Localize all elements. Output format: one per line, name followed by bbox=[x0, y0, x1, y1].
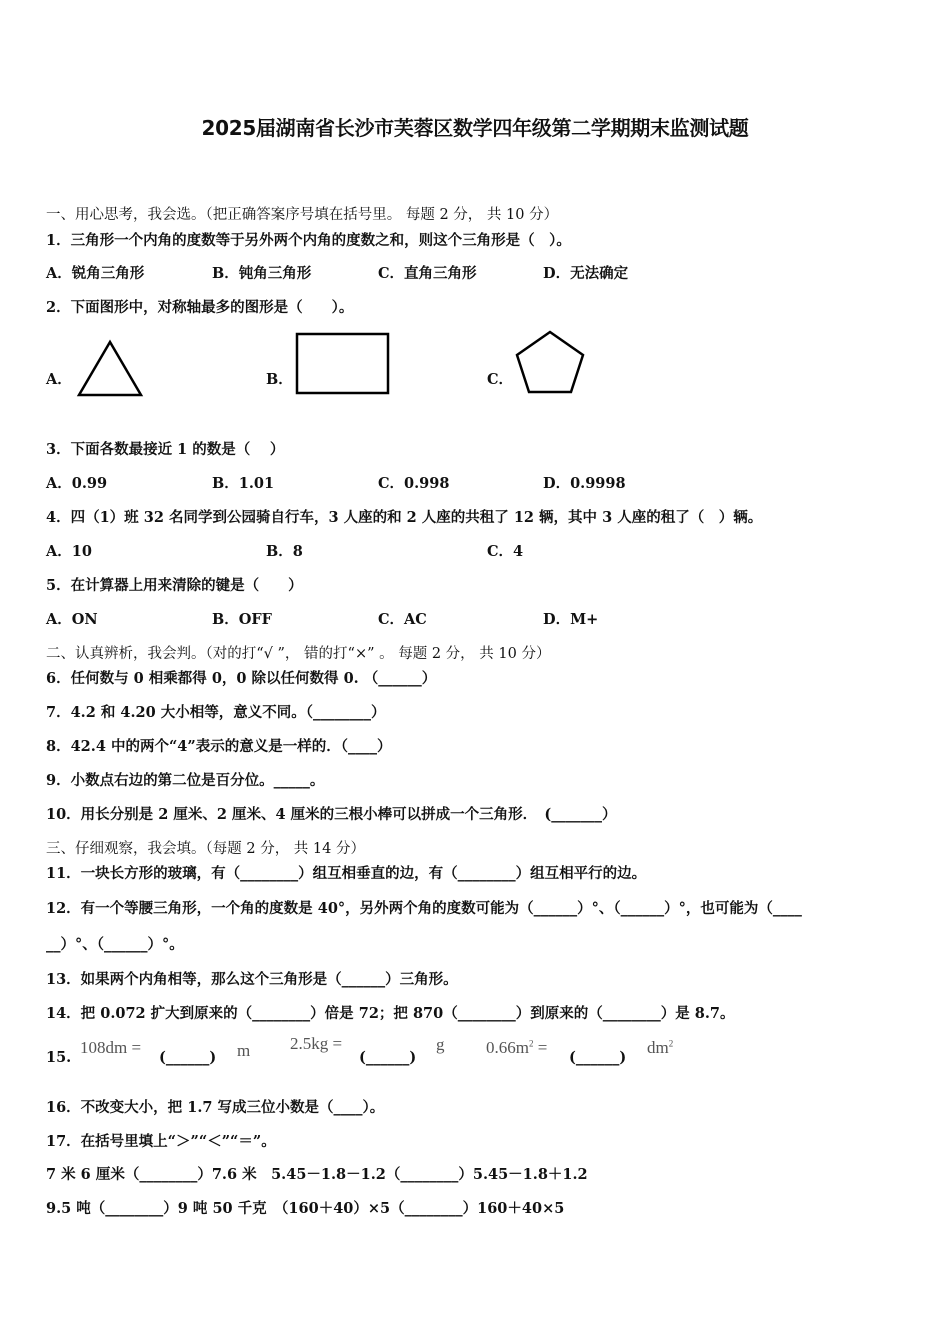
q3-option-a: A．0.99 bbox=[46, 475, 108, 492]
question-13: 13．如果两个内角相等，那么这个三角形是（______）三角形。 bbox=[46, 971, 458, 988]
q5-option-c: C．AC bbox=[378, 611, 427, 628]
q5-option-d: D．M+ bbox=[543, 611, 599, 628]
question-11: 11．一块长方形的玻璃，有（________）组互相垂直的边，有（________）组互相平行的边。 bbox=[46, 865, 647, 882]
question-4: 4．四（1）班 32 名同学到公园骑自行车，3 人座的和 2 人座的共租了 12 辆，其中 3 人座的租了（ ）辆。 bbox=[46, 509, 763, 526]
q2-label-b: B． bbox=[266, 371, 293, 388]
question-10: 10．用长分别是 2 厘米、2 厘米、4 厘米的三根小棒可以拼成一个三角形． (_______） bbox=[46, 806, 617, 823]
q1-option-c: C．直角三角形 bbox=[378, 265, 477, 282]
q15-item3-left bbox=[486, 1038, 547, 1058]
section-2-heading: 二、认真辨析，我会判。（对的打“√ ”， 错的打“×” 。 每题 2 分， 共 10 分） bbox=[46, 646, 551, 662]
q15-item3-blank: (______) bbox=[569, 1049, 627, 1066]
question-5: 5．在计算器上用来清除的键是（ ） bbox=[46, 577, 303, 594]
q15-item2-left: 2.5kg = bbox=[290, 1034, 343, 1053]
question-17-row-1: 7 米 6 厘米（________）7.6 米 5.45－1.8－1.2（________）5.45－1.8＋1.2 bbox=[46, 1166, 588, 1183]
question-2: 2．下面图形中，对称轴最多的图形是（ ）。 bbox=[46, 299, 354, 316]
q15-item3-value: 0.66m bbox=[486, 1038, 529, 1057]
question-7: 7．4.2 和 4.20 大小相等，意义不同。（________） bbox=[46, 704, 386, 721]
question-12-line-1: 12．有一个等腰三角形，一个角的度数是 40°，另外两个角的度数可能为（______）°、（______）°，也可能为（____ bbox=[46, 900, 802, 917]
q15-item3-unit-text: dm bbox=[647, 1038, 669, 1057]
q1-option-b: B．钝角三角形 bbox=[212, 265, 312, 282]
question-9: 9．小数点右边的第二位是百分位。_____。 bbox=[46, 772, 325, 789]
q15-item3-unit-sup: 2 bbox=[668, 1038, 674, 1049]
triangle-icon bbox=[76, 338, 144, 398]
q3-option-d: D．0.9998 bbox=[543, 475, 626, 492]
question-16: 16．不改变大小，把 1.7 写成三位小数是（____）。 bbox=[46, 1099, 385, 1116]
question-1: 1．三角形一个内角的度数等于另外两个内角的度数之和，则这个三角形是（ ）。 bbox=[46, 232, 571, 249]
rectangle-icon bbox=[295, 332, 391, 396]
q2-label-c: C． bbox=[487, 371, 514, 388]
q5-option-a: A．ON bbox=[46, 611, 98, 628]
q15-item2-unit: g bbox=[436, 1035, 445, 1054]
question-15-number: 15. bbox=[46, 1049, 72, 1066]
q4-option-b: B．8 bbox=[266, 543, 303, 560]
question-6: 6．任何数与 0 相乘都得 0，0 除以任何数得 0. （______） bbox=[46, 670, 437, 687]
page-title: 2025届湖南省长沙市芙蓉区数学四年级第二学期期末监测试题 bbox=[201, 116, 749, 140]
question-17-row-2: 9.5 吨（________）9 吨 50 千克 （160＋40）×5（________）160＋40×5 bbox=[46, 1200, 565, 1217]
q15-item3-eq: = bbox=[533, 1038, 548, 1057]
q4-option-c: C．4 bbox=[487, 543, 524, 560]
q15-item3-unit bbox=[647, 1038, 673, 1058]
q15-item1-left: 108dm = bbox=[80, 1038, 142, 1057]
q4-option-a: A．10 bbox=[46, 543, 92, 560]
section-1-heading: 一、用心思考，我会选。（把正确答案序号填在括号里。 每题 2 分， 共 10 分） bbox=[46, 207, 559, 223]
question-3: 3．下面各数最接近 1 的数是（ ） bbox=[46, 441, 285, 458]
q2-label-a: A． bbox=[46, 371, 72, 388]
q3-option-c: C．0.998 bbox=[378, 475, 450, 492]
q15-item3-sup: 2 bbox=[528, 1038, 534, 1049]
q15-item1-blank: (______) bbox=[159, 1049, 217, 1066]
question-17: 17．在括号里填上“＞”“＜”“＝”。 bbox=[46, 1133, 276, 1150]
q5-option-b: B．OFF bbox=[212, 611, 272, 628]
pentagon-icon bbox=[514, 329, 586, 395]
question-12-line-2: __）°、（______）°。 bbox=[46, 936, 184, 953]
q1-option-a: A．锐角三角形 bbox=[46, 265, 145, 282]
question-8: 8．42.4 中的两个“4”表示的意义是一样的．（____） bbox=[46, 738, 392, 755]
q15-item2-blank: (______) bbox=[359, 1049, 417, 1066]
section-3-heading: 三、仔细观察，我会填。（每题 2 分， 共 14 分） bbox=[46, 841, 365, 857]
q1-option-d: D．无法确定 bbox=[543, 265, 629, 282]
question-14: 14．把 0.072 扩大到原来的（________）倍是 72；把 870（________）到原来的（________）是 8.7。 bbox=[46, 1005, 735, 1022]
q15-item1-unit: m bbox=[237, 1041, 251, 1060]
q3-option-b: B．1.01 bbox=[212, 475, 275, 492]
